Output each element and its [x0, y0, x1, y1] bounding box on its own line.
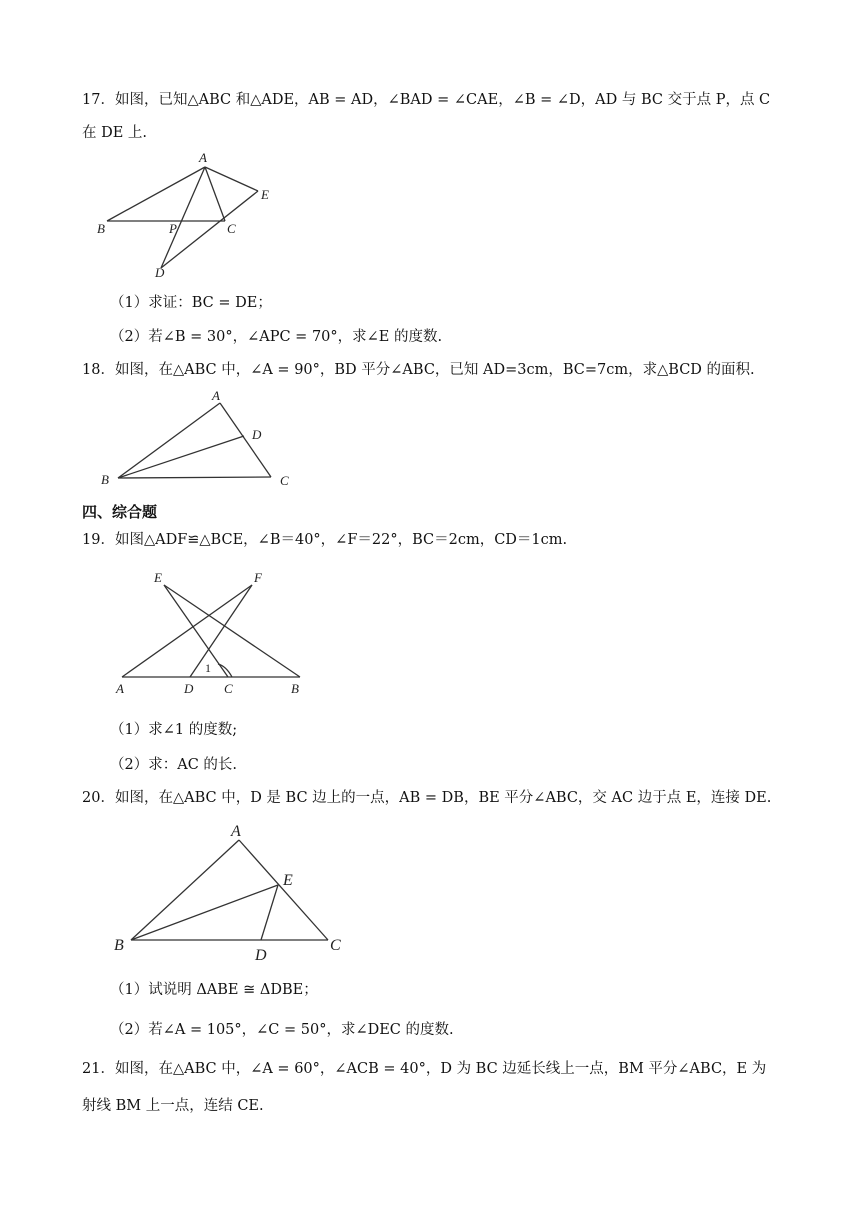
- q19-part2: （2）求：AC 的长.: [110, 757, 238, 773]
- q17-part1: （1）求证：BC = DE；: [110, 295, 272, 311]
- q18-edge-AB: [118, 403, 220, 478]
- q20-label-A: A: [231, 823, 241, 840]
- q18-label-A: A: [212, 388, 220, 403]
- q20-edge-AB: [131, 840, 239, 940]
- q21-statement-line1: 21．如图，在△ABC 中，∠A = 60°，∠ACB = 40°，D 为 BC 边延长线上一点，BM 平分∠ABC，E 为: [82, 1061, 767, 1077]
- q19-label-E: E: [154, 570, 162, 585]
- q18-label-B: B: [101, 472, 109, 487]
- q18-label-D: D: [252, 427, 262, 442]
- q20-label-E: E: [283, 872, 293, 889]
- q20-edge-DE: [261, 885, 278, 940]
- q20-label-C: C: [330, 937, 341, 954]
- q17-statement-line2: 在 DE 上.: [82, 125, 148, 141]
- q20-part2: （2）若∠A = 105°，∠C = 50°，求∠DEC 的度数.: [110, 1022, 454, 1038]
- q21-statement-line2: 射线 BM 上一点，连结 CE.: [82, 1098, 264, 1114]
- q19-label-C: C: [224, 681, 233, 696]
- q19-figure: [112, 568, 312, 698]
- q18-edge-AC: [220, 403, 271, 477]
- q17-edge-AB: [107, 167, 205, 221]
- q19-edge-EC: [164, 585, 228, 677]
- q20-edge-BE: [131, 885, 278, 940]
- q19-label-D: D: [184, 681, 194, 696]
- q17-label-B: B: [97, 221, 105, 236]
- q19-part1: （1）求∠1 的度数;: [110, 722, 238, 738]
- q20-edge-AC: [239, 840, 328, 940]
- q17-figure: [95, 150, 285, 280]
- q20-figure: [108, 822, 358, 967]
- q17-part2: （2）若∠B = 30°，∠APC = 70°，求∠E 的度数.: [110, 329, 443, 345]
- q19-label-B: B: [291, 681, 299, 696]
- q17-label-P: P: [169, 221, 177, 236]
- q18-figure: [98, 388, 298, 488]
- q17-label-C: C: [227, 221, 236, 236]
- q19-edge-DF: [190, 585, 252, 677]
- q17-label-D: D: [155, 265, 165, 280]
- q17-statement-line1: 17．如图，已知△ABC 和△ADE，AB = AD，∠BAD = ∠CAE，∠B = ∠D，AD 与 BC 交于点 P，点 C: [82, 92, 771, 108]
- q20-part1: （1）试说明 ΔABE ≅ ΔDBE；: [110, 982, 318, 998]
- q18-statement: 18．如图，在△ABC 中，∠A = 90°，BD 平分∠ABC，已知 AD=3cm，BC=7cm，求△BCD 的面积.: [82, 362, 755, 378]
- q19-statement: 19．如图△ADF≌△BCE，∠B＝40°，∠F＝22°，BC＝2cm，CD＝1cm.: [82, 532, 568, 548]
- q20-label-B: B: [114, 937, 124, 954]
- q17-edge-AD: [161, 167, 205, 268]
- section-title: 四、综合题: [82, 503, 158, 521]
- q20-statement: 20．如图，在△ABC 中，D 是 BC 边上的一点，AB = DB，BE 平分∠ABC，交 AC 边于点 E，连接 DE.: [82, 790, 772, 806]
- q17-label-A: A: [199, 150, 207, 165]
- q17-label-E: E: [261, 187, 269, 202]
- q19-label-A: A: [116, 681, 124, 696]
- q18-edge-BD: [118, 436, 244, 478]
- q19-label-F: F: [254, 570, 262, 585]
- q20-label-D: D: [255, 947, 267, 964]
- q18-edge-BC: [118, 477, 271, 478]
- q19-label-1: 1: [205, 661, 211, 675]
- q18-label-C: C: [280, 473, 289, 488]
